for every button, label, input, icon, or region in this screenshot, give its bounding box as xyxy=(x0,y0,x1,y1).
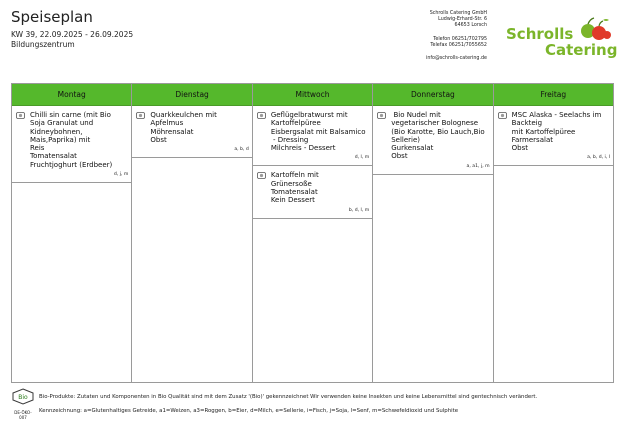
company-logo xyxy=(503,14,618,60)
day-header: Dienstag xyxy=(132,84,251,106)
day-column-mittwoch xyxy=(253,84,373,382)
meal-line: Reis xyxy=(30,144,45,153)
day-column-dienstag xyxy=(132,84,252,382)
meal-cell xyxy=(253,106,372,166)
allergen-codes: a, b, d, i, l xyxy=(587,155,611,161)
meal-line: MSC Alaska - Seelachs im xyxy=(511,111,602,119)
day-column-montag xyxy=(12,84,132,382)
company-fax: Telefax 06251/7055652 xyxy=(430,42,487,48)
bio-cert-number: DE-ÖKO-007 xyxy=(14,410,32,420)
meal-icon xyxy=(257,112,266,119)
company-address xyxy=(426,11,487,62)
fruit-icon xyxy=(577,14,615,44)
week-range: KW 39, 22.09.2025 - 26.09.2025 xyxy=(11,30,134,39)
day-column-freitag xyxy=(494,84,613,382)
logo-word-catering: Catering xyxy=(545,41,618,59)
meal-cell xyxy=(494,106,613,166)
allergen-codes: a, a1, j, m xyxy=(466,163,490,169)
meal-line: Kartoffeln mit xyxy=(270,171,319,180)
allergen-codes: d, l, m xyxy=(354,155,370,161)
bio-seal xyxy=(11,388,35,420)
meal-line: Soja Granulat und xyxy=(30,119,94,128)
meal-icon xyxy=(377,112,386,119)
meal-line: Kein Dessert xyxy=(270,196,315,205)
page-title: Speiseplan xyxy=(11,8,93,26)
meal-line: - Dressing xyxy=(270,135,309,144)
meal-icon xyxy=(257,172,266,179)
meal-line: Farmersalat xyxy=(511,135,553,144)
day-header: Freitag xyxy=(494,84,613,106)
week-info xyxy=(11,30,133,49)
meal-line: vegetarischer Bolognese xyxy=(391,119,479,128)
allergen-legend: Kennzeichnung: a=Glutenhaltiges Getreide, a1=Weizen, a3=Roggen, b=Eier, d=Milch, e=Sellerie, i=Fisch, j=Soja, l=Senf, m=Schwefeldioxid und Sulphite xyxy=(39,408,459,414)
meal-icon xyxy=(16,112,25,119)
meal-line: Apfelmus xyxy=(150,119,184,128)
bio-seal-icon xyxy=(11,388,35,405)
allergen-codes: d, j, m xyxy=(113,172,129,178)
meal-line: Möhrensalat xyxy=(150,127,194,136)
meal-line: Milchreis - Dessert xyxy=(270,144,336,153)
meal-line: (Bio Karotte, Bio Lauch,Bio xyxy=(391,127,485,136)
meal-line: Backteig xyxy=(511,119,543,128)
meal-line: mit Kartoffelpüree xyxy=(511,127,576,136)
meal-cell xyxy=(373,106,492,175)
day-header: Mittwoch xyxy=(253,84,372,106)
meal-line: Grünersoße xyxy=(270,179,312,188)
day-header: Donnerstag xyxy=(373,84,492,106)
meal-line: Quarkkeulchen mit xyxy=(150,111,217,119)
company-street: Ludwig-Erhard-Str. 6 xyxy=(438,17,487,23)
meal-line: Obst xyxy=(391,152,408,161)
day-header: Montag xyxy=(12,84,131,106)
meal-line: Bio Nudel mit xyxy=(391,111,441,119)
bio-note: Bio-Produkte: Zutaten und Komponenten in Bio Qualität sind mit dem Zusatz '(Bio)' gekennzeichnet Wir verwenden keine Insekten und keine Lebensmittel sind gentechnisch verändert. xyxy=(39,394,538,400)
meal-icon xyxy=(498,112,507,119)
meal-cell xyxy=(253,166,372,218)
meal-line: Obst xyxy=(511,144,528,153)
bio-seal-label: Bio xyxy=(18,394,28,401)
meal-line: Mais,Paprika) mit xyxy=(30,135,91,144)
meal-line: Kartoffelpüree xyxy=(270,119,321,128)
day-column-donnerstag xyxy=(373,84,493,382)
company-name: Schrolls Catering GmbH xyxy=(429,11,487,16)
menu-table xyxy=(11,83,614,383)
location: Bildungszentrum xyxy=(11,39,75,49)
meal-line: Fruchtjoghurt (Erdbeer) xyxy=(30,160,113,169)
meal-line: Sellerie) xyxy=(391,135,421,144)
meal-line: Gurkensalat xyxy=(391,144,434,153)
company-city: 64653 Lorsch xyxy=(454,23,487,29)
meal-line: Geflügelbratwurst mit xyxy=(270,111,348,119)
meal-line: Eisbergsalat mit Balsamico xyxy=(270,127,366,136)
meal-line: Kidneybohnen, xyxy=(30,127,83,136)
company-email[interactable]: info@schrolls-catering.de xyxy=(426,56,487,62)
meal-line: Chilli sin carne (mit Bio xyxy=(30,111,111,119)
meal-cell xyxy=(132,106,251,158)
allergen-codes: b, d, l, m xyxy=(348,207,370,213)
logo-word-schrolls: Schrolls xyxy=(506,25,574,43)
meal-cell xyxy=(12,106,131,183)
meal-line: Tomatensalat xyxy=(270,188,318,197)
company-phone: Telefon 06251/702795 xyxy=(433,36,487,42)
meal-line: Tomatensalat xyxy=(30,152,77,161)
meal-icon xyxy=(136,112,145,119)
allergen-codes: a, b, d xyxy=(234,147,249,153)
meal-line: Obst xyxy=(150,135,167,144)
